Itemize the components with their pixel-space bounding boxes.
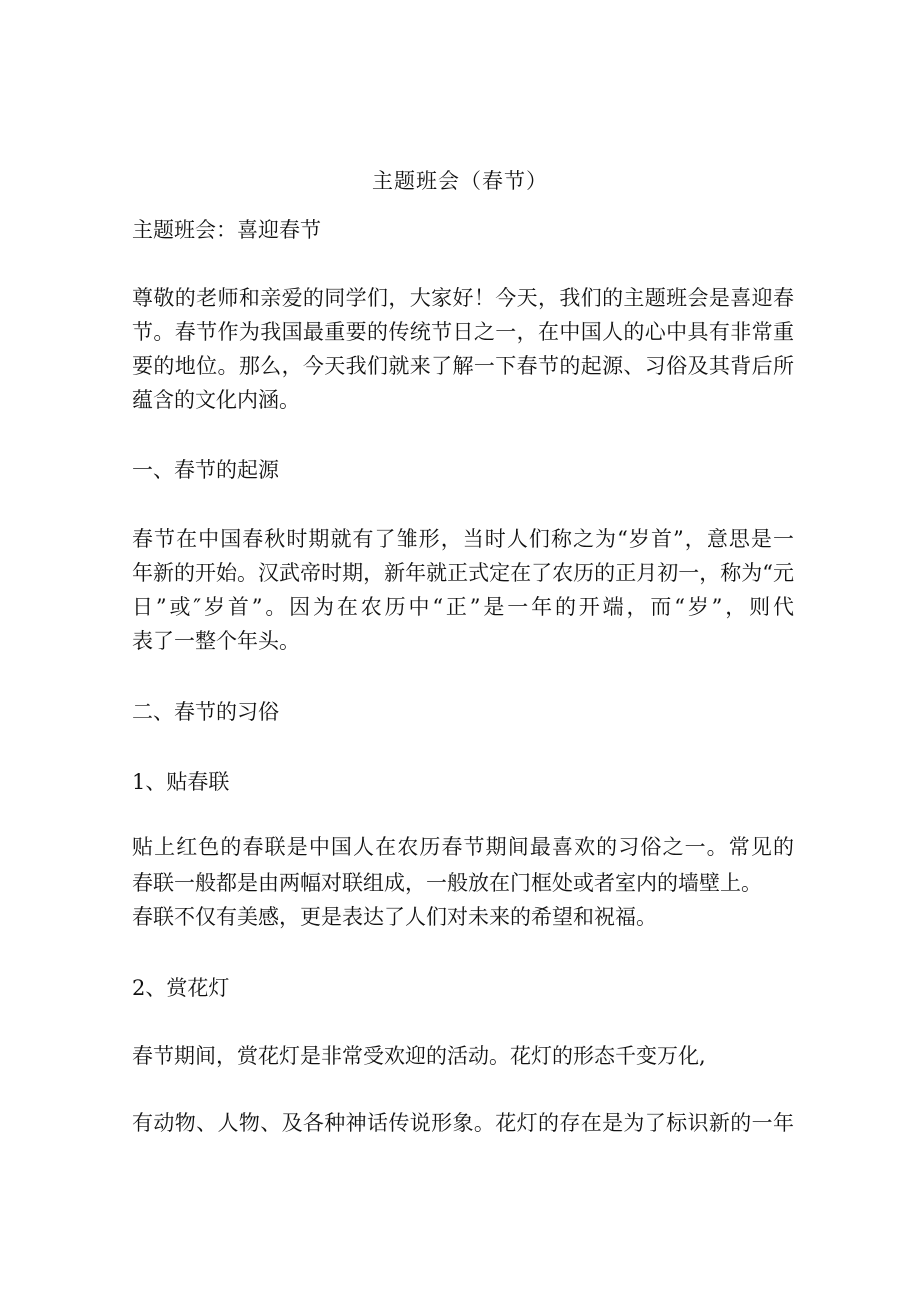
section1-line-3: 日”或″岁首”。因为在农历中“正”是一年的开端，而“岁”，则代 (132, 595, 794, 619)
section1-heading: 一、春节的起源 (132, 458, 279, 482)
item2-heading: 2、赏花灯 (132, 976, 230, 1000)
intro-line-3: 要的地位。那么，今天我们就来了解一下春节的起源、习俗及其背后所 (132, 354, 794, 378)
intro-line-2: 节。春节作为我国最重要的传统节日之一，在中国人的心中具有非常重 (132, 320, 794, 344)
document-title: 主题班会（春节） (372, 169, 548, 193)
subtitle: 主题班会：喜迎春节 (132, 218, 321, 242)
intro-line-1: 尊敬的老师和亲爱的同学们，大家好！今天，我们的主题班会是喜迎春 (132, 286, 794, 310)
item1-heading: 1、贴春联 (132, 770, 230, 794)
item1-line-3: 春联不仅有美感，更是表达了人们对未来的希望和祝福。 (132, 905, 657, 929)
section1-line-2: 年新的开始。汉武帝时期，新年就正式定在了农历的正月初一，称为“元 (132, 561, 794, 585)
item1-line-1: 贴上红色的春联是中国人在农历春节期间最喜欢的习俗之一。常见的 (132, 835, 794, 859)
section1-line-4: 表了一整个年头。 (132, 629, 300, 653)
section2-heading: 二、春节的习俗 (132, 700, 279, 724)
section1-line-1: 春节在中国春秋时期就有了雏形，当时人们称之为“岁首”，意思是一 (132, 527, 794, 551)
intro-line-4: 蕴含的文化内涵。 (132, 388, 300, 412)
item2-paragraph-1: 春节期间，赏花灯是非常受欢迎的活动。花灯的形态千变万化, (132, 1044, 706, 1068)
item1-line-2: 春联一般都是由两幅对联组成，一般放在门框处或者室内的墙壁上。 (132, 871, 762, 895)
item2-paragraph-2: 有动物、人物、及各种神话传说形象。花灯的存在是为了标识新的一年 (132, 1111, 794, 1135)
